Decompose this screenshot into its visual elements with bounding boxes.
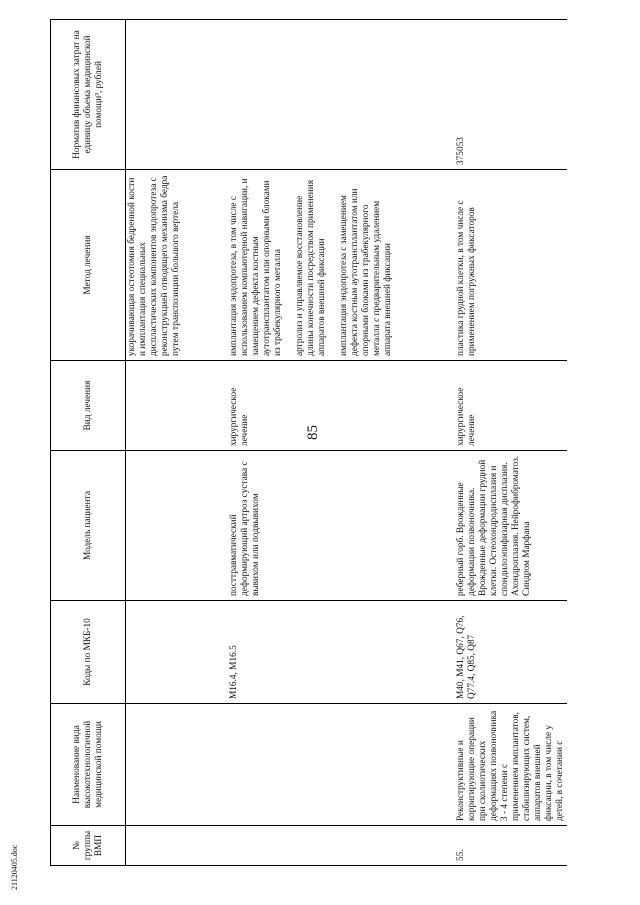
method-text: имплантация эндопротеза с замещением дефекта костным аутотрансплантатом или опорными блоками из трабекулярного металла с предварительным удалением аппарата внешней фиксации xyxy=(339,188,393,356)
header-group-no: № группы ВМП xyxy=(51,826,126,866)
method-text: артролиз и управляемое восстановление длины конечности посредством применения аппаратов внешней фиксации xyxy=(295,180,327,356)
header-model: Модель пациента xyxy=(51,451,126,601)
document-footer: 21120405.doc xyxy=(10,844,19,890)
cell-icd xyxy=(126,601,229,704)
cell-type: хирургическое лечение xyxy=(228,361,455,451)
vmp-table xyxy=(50,19,567,866)
method-text: укорачивающая остеотомия бедренной кости и имплантация специальных диспластических компонентов эндопротеза с реконструкцией отводящего механизма бедра путем транспозиции большого вертела xyxy=(127,175,181,356)
table-row xyxy=(126,20,229,866)
cell-model: реберный горб. Врожденные деформации позвоночника. Врожденные деформации грудной клетки. Остеохондродисплазия и спондилоэпифизарная дисплазия. Ахондроплазия. Нейрофиброматоз. Синдром Марфана xyxy=(455,451,567,601)
cell-method xyxy=(455,170,567,361)
cell-type xyxy=(126,361,229,451)
cell-icd: M40, M41, Q67, Q76, Q77.4, Q85, Q87 xyxy=(455,601,567,704)
cell-group-no: 55. xyxy=(455,826,567,866)
header-name: Наименование вида высокотехнологичной медицинской помощи xyxy=(51,704,126,826)
table-row xyxy=(455,20,567,866)
header-type: Вид лечения xyxy=(51,361,126,451)
cell-type: хирургическое лечение xyxy=(455,361,567,451)
cell-model: посттравматический деформирующий артроз сустава с вывихом или подвывихом xyxy=(228,451,455,601)
cell-group-no xyxy=(126,826,229,866)
cell-name xyxy=(228,704,455,826)
cell-norm: 375053 xyxy=(455,20,567,170)
page-number: 85 xyxy=(305,425,321,440)
method-text: пластика грудной клетки, в том числе с применением погружных фиксаторов xyxy=(456,200,477,356)
table-row xyxy=(228,20,455,866)
method-text: имплантация эндопротеза, в том числе с использованием компьютерной навигации, и замещением дефекта костным аутотрансплантатом или опорными блоками из трабекулярного металла xyxy=(229,178,283,356)
cell-name: Реконструктивные и корригирующие операции при сколиотических деформациях позвоночника 3 - 4 степени с применением имплантатов, стабилизирующих систем, аппаратов внешней фиксации, в том числе у детей, в сочетании с xyxy=(455,704,567,826)
header-norm: Норматив финансовых затрат на единицу объема медицинской помощи³, рублей xyxy=(51,20,126,170)
cell-method xyxy=(228,170,455,361)
cell-model xyxy=(126,451,229,601)
header-icd: Коды по МКБ-10 xyxy=(51,601,126,704)
cell-group-no xyxy=(228,826,455,866)
header-method: Метод лечения xyxy=(51,170,126,361)
cell-name xyxy=(126,704,229,826)
cell-icd: M16.4, M16.5 xyxy=(228,601,455,704)
rotated-table-page xyxy=(50,20,590,866)
cell-norm xyxy=(126,20,229,170)
cell-norm xyxy=(228,20,455,170)
cell-method xyxy=(126,170,229,361)
table-header-row xyxy=(51,20,126,866)
